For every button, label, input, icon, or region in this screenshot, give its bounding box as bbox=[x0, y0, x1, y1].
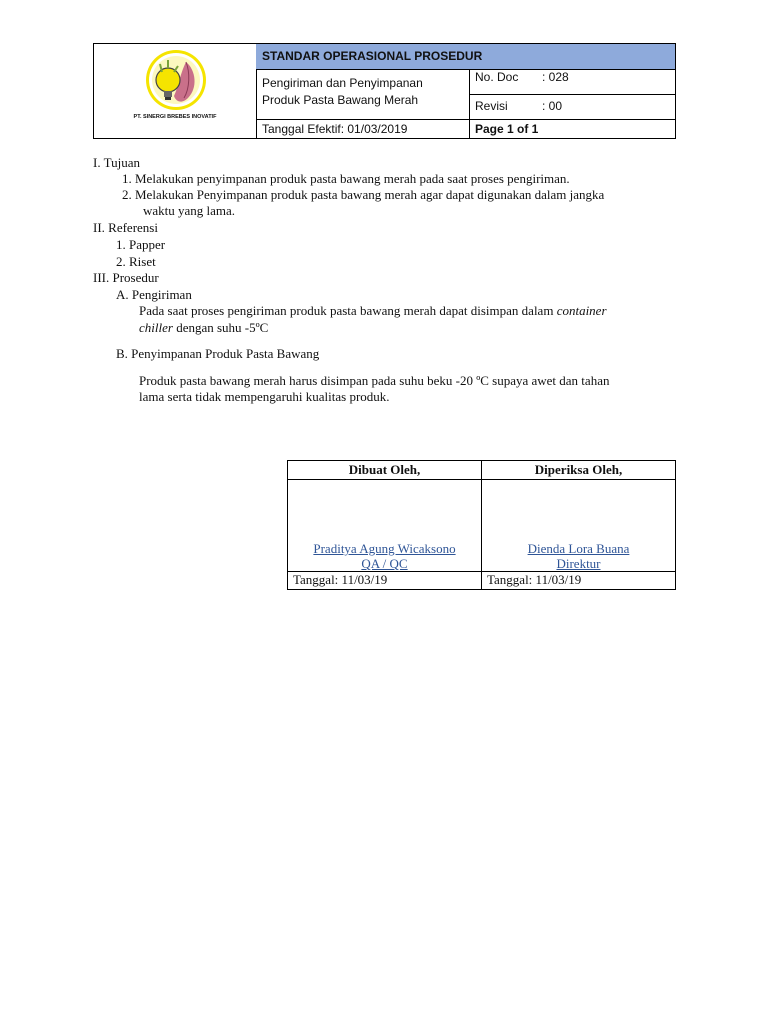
no-doc-cell bbox=[470, 69, 675, 95]
referensi-item-1: 1. Papper bbox=[116, 237, 166, 252]
document-title-line1: Pengiriman dan Penyimpanan bbox=[262, 76, 423, 90]
revisi-label: Revisi bbox=[475, 99, 508, 113]
no-doc-value: : 028 bbox=[542, 70, 569, 84]
effective-date: Tanggal Efektif: 01/03/2019 bbox=[256, 120, 470, 138]
company-logo-icon bbox=[94, 44, 256, 138]
checked-by-date: Tanggal: 11/03/19 bbox=[487, 572, 582, 587]
penyimpanan-text-line1: Produk pasta bawang merah harus disimpan pada suhu beku -20 ºC supaya awet dan tahan bbox=[139, 373, 610, 388]
tujuan-heading: I. Tujuan bbox=[93, 155, 140, 170]
pengiriman-heading: A. Pengiriman bbox=[116, 287, 192, 302]
signature-table bbox=[287, 460, 676, 590]
made-by-header: Dibuat Oleh, bbox=[348, 462, 421, 477]
revisi-cell bbox=[470, 95, 675, 120]
tujuan-item-2-cont: waktu yang lama. bbox=[143, 203, 236, 218]
pengiriman-text-line2 bbox=[139, 320, 268, 336]
made-by-role: QA / QC bbox=[361, 556, 408, 571]
penyimpanan-text-line2: lama serta tidak mempengaruhi kualitas produk. bbox=[139, 389, 390, 404]
referensi-heading: II. Referensi bbox=[93, 220, 158, 235]
pengiriman-italic-chiller: chiller bbox=[139, 320, 173, 335]
pengiriman-text-a: Pada saat proses pengiriman produk pasta bawang merah dapat disimpan dalam bbox=[139, 303, 557, 318]
page-number: Page 1 of 1 bbox=[475, 122, 539, 136]
signature-divider-top bbox=[288, 479, 675, 480]
checked-by-header: Diperiksa Oleh, bbox=[534, 462, 623, 477]
penyimpanan-heading: B. Penyimpanan Produk Pasta Bawang bbox=[116, 346, 320, 361]
document-title bbox=[256, 69, 470, 120]
logo-cell bbox=[94, 44, 257, 138]
checked-by-role: Direktur bbox=[556, 556, 601, 571]
revisi-value: : 00 bbox=[542, 99, 563, 113]
made-by-name[interactable]: Praditya Agung Wicaksono bbox=[313, 541, 456, 556]
tujuan-item-1: 1. Melakukan penyimpanan produk pasta bawang merah pada saat proses pengiriman. bbox=[122, 171, 570, 186]
company-name: PT. SINERGI BREBES INOVATIF bbox=[133, 114, 217, 120]
no-doc-label: No. Doc bbox=[475, 70, 519, 84]
pengiriman-text-line1 bbox=[139, 303, 607, 319]
pengiriman-italic-container: container bbox=[556, 303, 607, 318]
referensi-item-2: 2. Riset bbox=[116, 254, 156, 269]
pengiriman-text-b: dengan suhu -5ºC bbox=[172, 320, 269, 335]
tujuan-item-2: 2. Melakukan Penyimpanan produk pasta bawang merah agar dapat digunakan dalam jangka bbox=[122, 187, 605, 202]
sop-title: STANDAR OPERASIONAL PROSEDUR bbox=[256, 44, 675, 70]
sop-header-table bbox=[93, 43, 676, 139]
checked-by-name[interactable]: Dienda Lora Buana bbox=[527, 541, 630, 556]
made-by-date: Tanggal: 11/03/19 bbox=[293, 572, 388, 587]
document-title-line2: Produk Pasta Bawang Merah bbox=[262, 93, 419, 107]
prosedur-heading: III. Prosedur bbox=[93, 270, 159, 285]
